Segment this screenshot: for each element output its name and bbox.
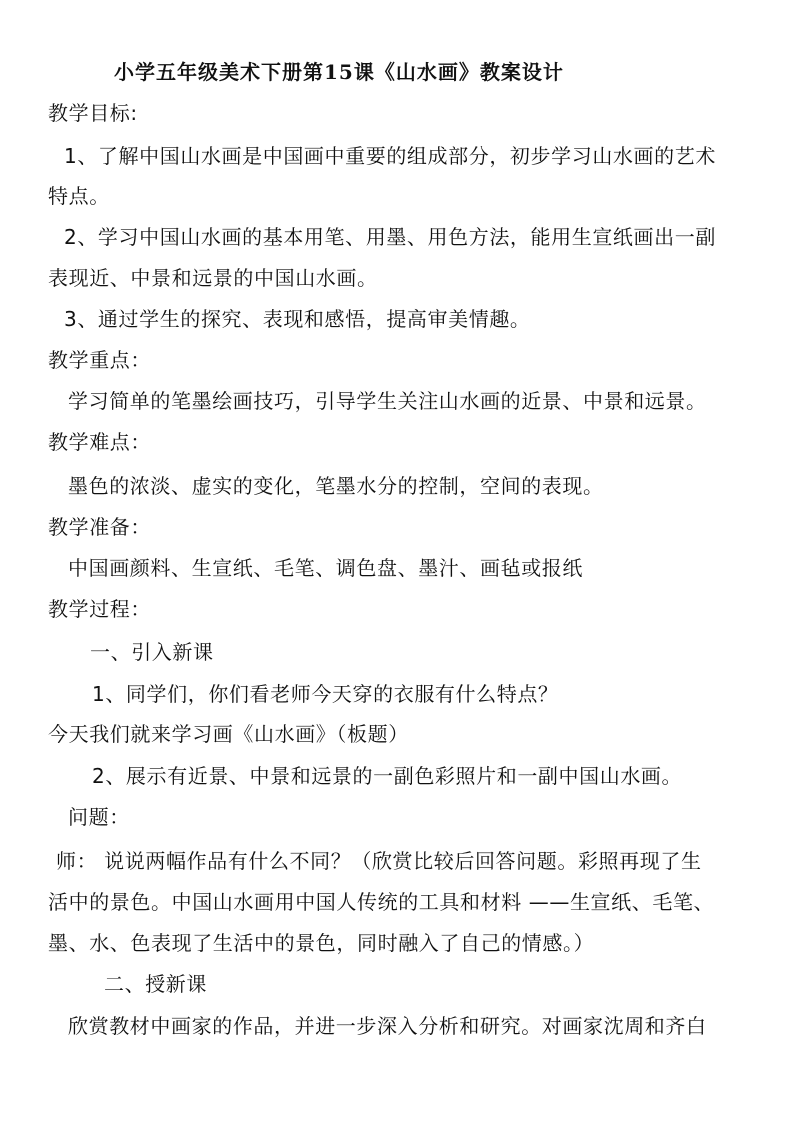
preparation-heading: 教学准备： (48, 515, 151, 539)
difficulties-text: 墨色的浓淡、虚实的变化，笔墨水分的控制，空间的表现。 (68, 474, 604, 498)
objective-1-line-2: 特点。 (48, 184, 110, 208)
section-2-heading: 二、授新课 (104, 972, 207, 996)
step-1: 1、同学们，你们看老师今天穿的衣服有什么特点？ (92, 682, 559, 706)
document-title: 小学五年级美术下册第15课《山水画》教案设计 (114, 60, 564, 84)
step-1-continued: 今天我们就来学习画《山水画》（板题） (48, 722, 409, 746)
teacher-line-2: 活中的景色。中国山水画用中国人传统的工具和材料 ——生宣纸、毛笔、 (48, 890, 715, 914)
objective-2-line-1: 2、学习中国山水画的基本用笔、用墨、用色方法，能用生宣纸画出一副 (64, 225, 716, 249)
section-1-heading: 一、引入新课 (90, 640, 214, 664)
step-2: 2、展示有近景、中景和远景的一副色彩照片和一副中国山水画。 (92, 764, 683, 788)
difficulties-heading: 教学难点： (48, 430, 151, 454)
objective-2-line-2: 表现近、中景和远景的中国山水画。 (48, 266, 378, 290)
key-points-text: 学习简单的笔墨绘画技巧，引导学生关注山水画的近景、中景和远景。 (68, 389, 707, 413)
new-lesson-line-1: 欣赏教材中画家的作品，并进一步深入分析和研究。对画家沈周和齐白 (68, 1014, 707, 1038)
teacher-line-1: 师： 说说两幅作品有什么不同？（欣赏比较后回答问题。彩照再现了生 (56, 849, 702, 873)
objective-3: 3、通过学生的探究、表现和感悟，提高审美情趣。 (64, 307, 531, 331)
objective-1-line-1: 1、了解中国山水画是中国画中重要的组成部分，初步学习山水画的艺术 (64, 144, 716, 168)
teacher-line-3: 墨、水、色表现了生活中的景色，同时融入了自己的情感。） (48, 931, 595, 955)
key-points-heading: 教学重点： (48, 348, 151, 372)
objectives-heading: 教学目标: (48, 101, 138, 125)
preparation-text: 中国画颜料、生宣纸、毛笔、调色盘、墨汁、画毡或报纸 (68, 556, 583, 580)
process-heading: 教学过程： (48, 597, 151, 621)
question-label: 问题： (68, 805, 130, 829)
